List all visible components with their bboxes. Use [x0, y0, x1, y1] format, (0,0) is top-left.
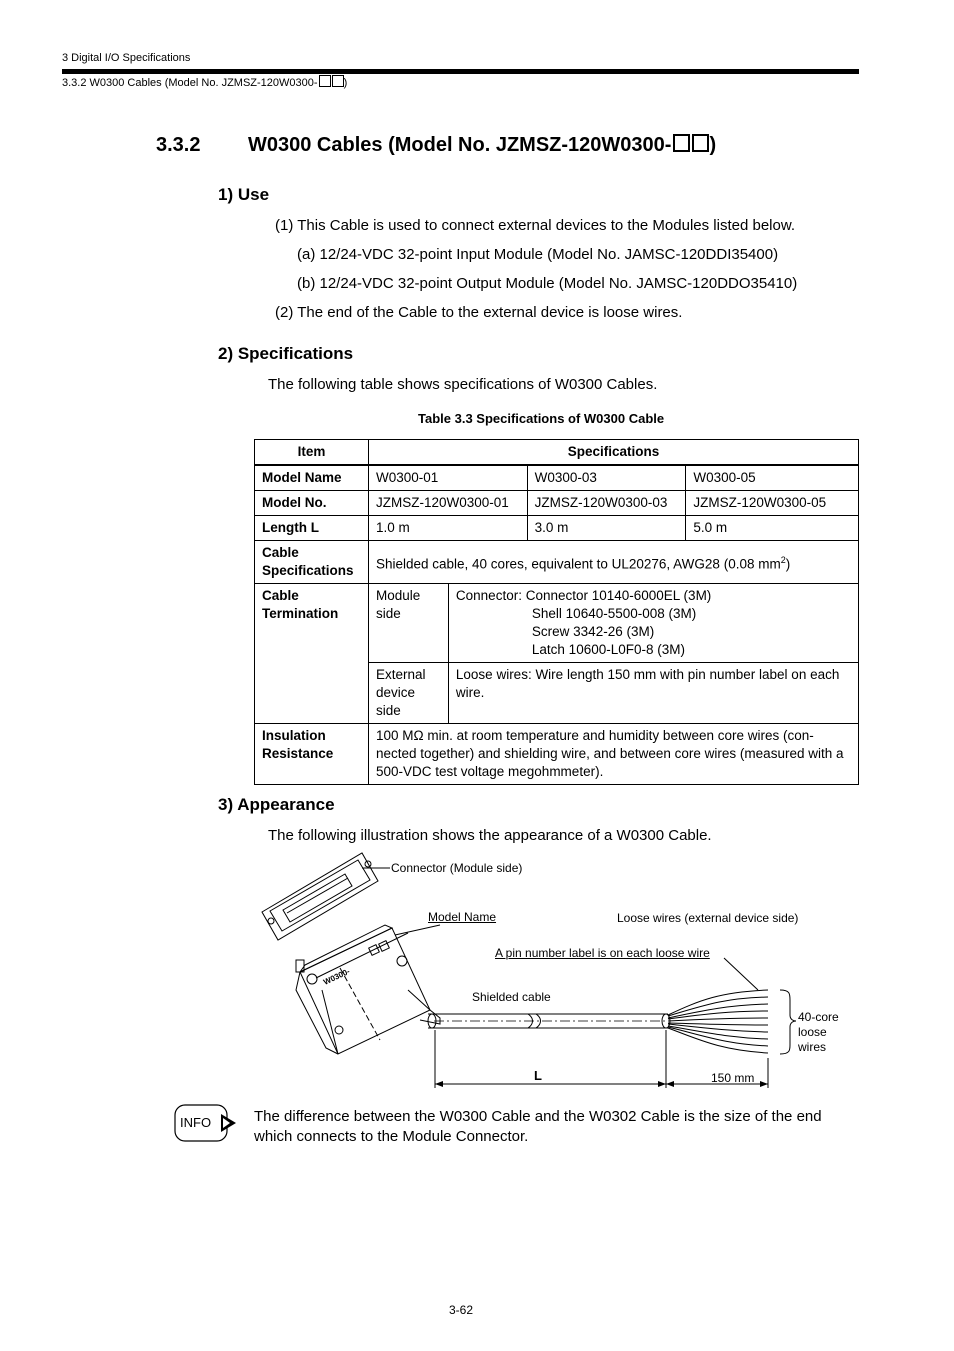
table-cell: 100 MΩ min. at room temperature and humidity between core wires (con-nected together) and shielding wire, and between core wires (measured with a 500-VDC test voltage megohmmeter). — [368, 724, 858, 785]
connector-line: Connector: Connector 10140-6000EL (3M) — [455, 588, 712, 603]
table-cell: W0300-03 — [527, 465, 686, 491]
section-title-suffix: ) — [709, 134, 717, 156]
label-40-core — [798, 1010, 839, 1055]
specs-intro: The following table shows specifications of W0300 Cables. — [268, 376, 658, 393]
running-header-chapter: 3 Digital I/O Specifications — [62, 52, 191, 64]
label-model-name: Model Name — [428, 910, 497, 924]
superscript: 2 — [780, 554, 786, 565]
use-item-1: (1) This Cable is used to connect external devices to the Modules listed below. — [275, 217, 796, 234]
label-pin-number: A pin number label is on each loose wire — [495, 946, 710, 960]
row-label-line: Termination — [262, 606, 339, 621]
leader-line — [724, 958, 758, 990]
row-label-line: Resistance — [262, 746, 334, 761]
specs-heading: 2) Specifications — [218, 344, 354, 363]
label-loose-wires: Loose wires (external device side) — [617, 911, 799, 925]
row-label-line: Insulation — [262, 728, 326, 743]
leader-line — [395, 925, 440, 935]
appearance-heading: 3) Appearance — [218, 795, 335, 814]
label-line: wires — [798, 1040, 827, 1054]
table-cell: 1.0 m — [368, 516, 527, 541]
header-specifications: Specifications — [368, 440, 858, 466]
header-item: Item — [255, 440, 369, 466]
appearance-intro: The following illustration shows the appearance of a W0300 Cable. — [268, 827, 712, 844]
running-header-section-text: 3.3.2 W0300 Cables (Model No. JZMSZ-120W0300- — [62, 77, 318, 89]
label-line: loose — [798, 1025, 827, 1039]
cell-line: External — [375, 667, 426, 682]
table-cell: JZMSZ-120W0300-05 — [686, 491, 859, 516]
use-item-1b: (b) 12/24-VDC 32-point Output Module (Model No. JAMSC-120DDO35410) — [297, 275, 798, 292]
connector-body — [296, 925, 440, 1054]
info-icon-label: INFO — [180, 1115, 212, 1130]
section-title-text: W0300 Cables (Model No. JZMSZ-120W0300- — [248, 134, 672, 156]
row-label-line: Cable — [262, 545, 299, 560]
table-cell: 3.0 m — [527, 516, 686, 541]
model-print-box — [369, 941, 390, 956]
section-number: 3.3.2 — [156, 134, 201, 156]
cable-spec-text: Shielded cable, 40 cores, equivalent to UL20276, AWG28 (0.08 mm — [375, 556, 781, 572]
cell-line: side — [375, 606, 401, 621]
connector-face — [262, 853, 378, 940]
cell-line: device — [375, 685, 415, 700]
page-number: 3-62 — [449, 1303, 474, 1317]
use-item-1a: (a) 12/24-VDC 32-point Input Module (Model No. JAMSC-120DDI35400) — [297, 246, 779, 263]
table-cell: W0300-01 — [368, 465, 527, 491]
cell-line: side — [375, 703, 401, 718]
running-header-section-suffix: ) — [343, 77, 348, 89]
cell-line: Module — [375, 588, 421, 603]
row-label-line: Specifications — [262, 563, 354, 578]
cable-spec-end: ) — [785, 556, 791, 572]
label-line: 40-core — [798, 1010, 839, 1024]
screw-line: Screw 3342-26 (3M) — [531, 624, 655, 639]
label-connector: Connector (Module side) — [391, 861, 523, 875]
connector-print-text: W0300- — [322, 966, 352, 987]
row-label: Length L — [255, 516, 369, 541]
table-cell: 5.0 m — [686, 516, 859, 541]
shell-line: Shell 10640-5500-008 (3M) — [531, 606, 697, 621]
label-150mm: 150 mm — [711, 1071, 755, 1085]
table-cell: JZMSZ-120W0300-03 — [527, 491, 686, 516]
table-cell: W0300-05 — [686, 465, 859, 491]
label-length-l: L — [534, 1068, 542, 1083]
table-cell: Loose wires: Wire length 150 mm with pin number label on each wire. — [448, 663, 858, 724]
use-item-2: (2) The end of the Cable to the external device is loose wires. — [275, 304, 683, 321]
latch-line: Latch 10600-L0F0-8 (3M) — [531, 642, 685, 657]
info-text: The difference between the W0300 Cable and the W0302 Cable is the size of the end which connects to the Module Connector. — [254, 1108, 822, 1145]
label-shielded-cable: Shielded cable — [472, 990, 551, 1004]
row-label: Model Name — [255, 465, 369, 491]
table-caption: Table 3.3 Specifications of W0300 Cable — [418, 411, 665, 426]
row-label: Model No. — [255, 491, 369, 516]
table-cell: JZMSZ-120W0300-01 — [368, 491, 527, 516]
shielded-cable — [428, 1014, 670, 1028]
loose-wires — [668, 990, 796, 1054]
row-label-line: Cable — [262, 588, 299, 603]
use-heading: 1) Use — [218, 185, 270, 204]
